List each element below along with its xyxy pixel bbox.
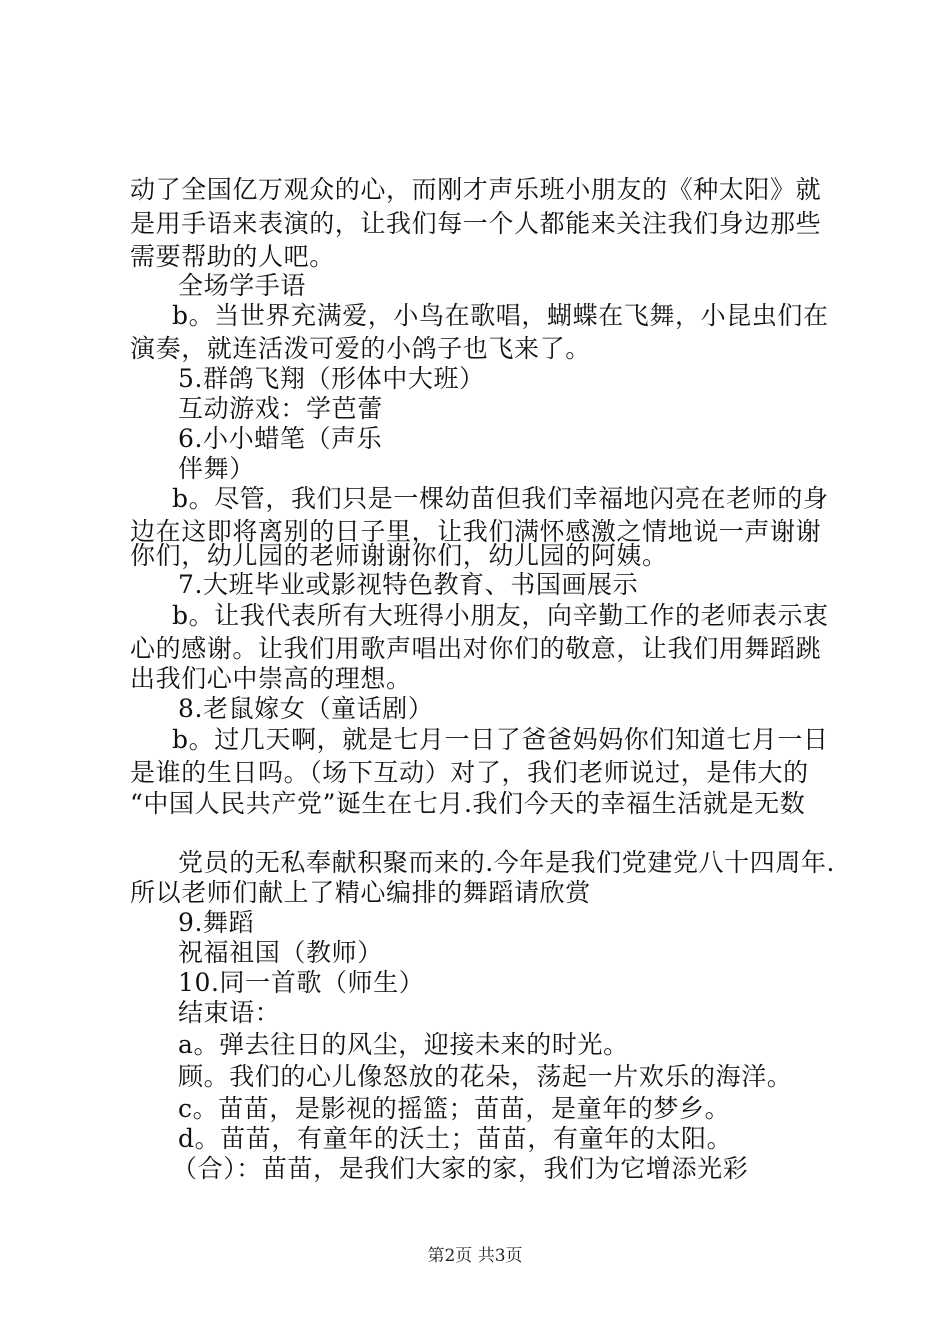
program-item: 伴舞） (178, 454, 255, 483)
paragraph-line: 需要帮助的人吧。 (130, 242, 335, 271)
section-heading: 全场学手语 (178, 271, 307, 300)
paragraph-line: 演奏，就连活泼可爱的小鸽子也飞来了。 (130, 334, 591, 363)
program-item: 7.大班毕业或影视特色教育、书国画展示 (178, 570, 639, 599)
program-item: 8.老鼠嫁女（童话剧） (178, 694, 434, 723)
program-item: 9.舞蹈 (178, 908, 255, 937)
program-item: 6.小小蜡笔（声乐 (178, 424, 383, 453)
program-item: 5.群鸽飞翔（形体中大班） (178, 364, 485, 393)
paragraph-line: b。过几天啊，就是七月一日了爸爸妈妈你们知道七月一日 (172, 725, 829, 754)
closing-line: c。苗苗，是影视的摇篮；苗苗，是童年的梦乡。 (178, 1094, 731, 1123)
closing-line: （合）：苗苗，是我们大家的家，我们为它增添光彩 (172, 1154, 749, 1183)
paragraph-line: 党员的无私奉献积聚而来的.今年是我们党建党八十四周年. (178, 848, 836, 877)
paragraph-line: 出我们心中崇高的理想。 (130, 664, 412, 693)
closing-heading: 结束语： (178, 998, 281, 1027)
paragraph-line: b。让我代表所有大班得小朋友，向辛勤工作的老师表示衷 (172, 601, 829, 630)
closing-line: a。弹去往日的风尘，迎接未来的时光。 (178, 1030, 629, 1059)
paragraph-line: b。当世界充满爱，小鸟在歌唱，蝴蝶在飞舞，小昆虫们在 (172, 301, 829, 330)
paragraph-line: 所以老师们献上了精心编排的舞蹈请欣赏 (130, 878, 591, 907)
paragraph-line: 你们，幼儿园的老师谢谢你们，幼儿园的阿姨。 (130, 541, 668, 570)
page-number-footer: 第2页 共3页 (427, 1246, 523, 1266)
paragraph-line: 动了全国亿万观众的心，而刚才声乐班小朋友的《种太阳》就 (130, 175, 822, 204)
closing-line: d。苗苗，有童年的沃土；苗苗，有童年的太阳。 (178, 1124, 733, 1153)
paragraph-line: 边在这即将离别的日子里，让我们满怀感激之情地说一声谢谢 (130, 517, 822, 546)
paragraph-line: b。尽管，我们只是一棵幼苗但我们幸福地闪亮在老师的身 (172, 484, 829, 513)
paragraph-line: “中国人民共产党”诞生在七月.我们今天的幸福生活就是无数 (130, 789, 806, 818)
program-item: 10.同一首歌（师生） (178, 968, 425, 997)
program-item: 祝福祖国（教师） (178, 938, 383, 967)
paragraph-line: 是用手语来表演的，让我们每一个人都能来关注我们身边那些 (130, 209, 822, 238)
paragraph-line: 是谁的生日吗。（场下互动）对了，我们老师说过，是伟大的 (130, 758, 809, 787)
paragraph-line: 心的感谢。让我们用歌声唱出对你们的敬意，让我们用舞蹈跳 (130, 634, 822, 663)
program-item: 互动游戏：学芭蕾 (178, 394, 383, 423)
closing-line: 顾。我们的心儿像怒放的花朵，荡起一片欢乐的海洋。 (178, 1062, 793, 1091)
